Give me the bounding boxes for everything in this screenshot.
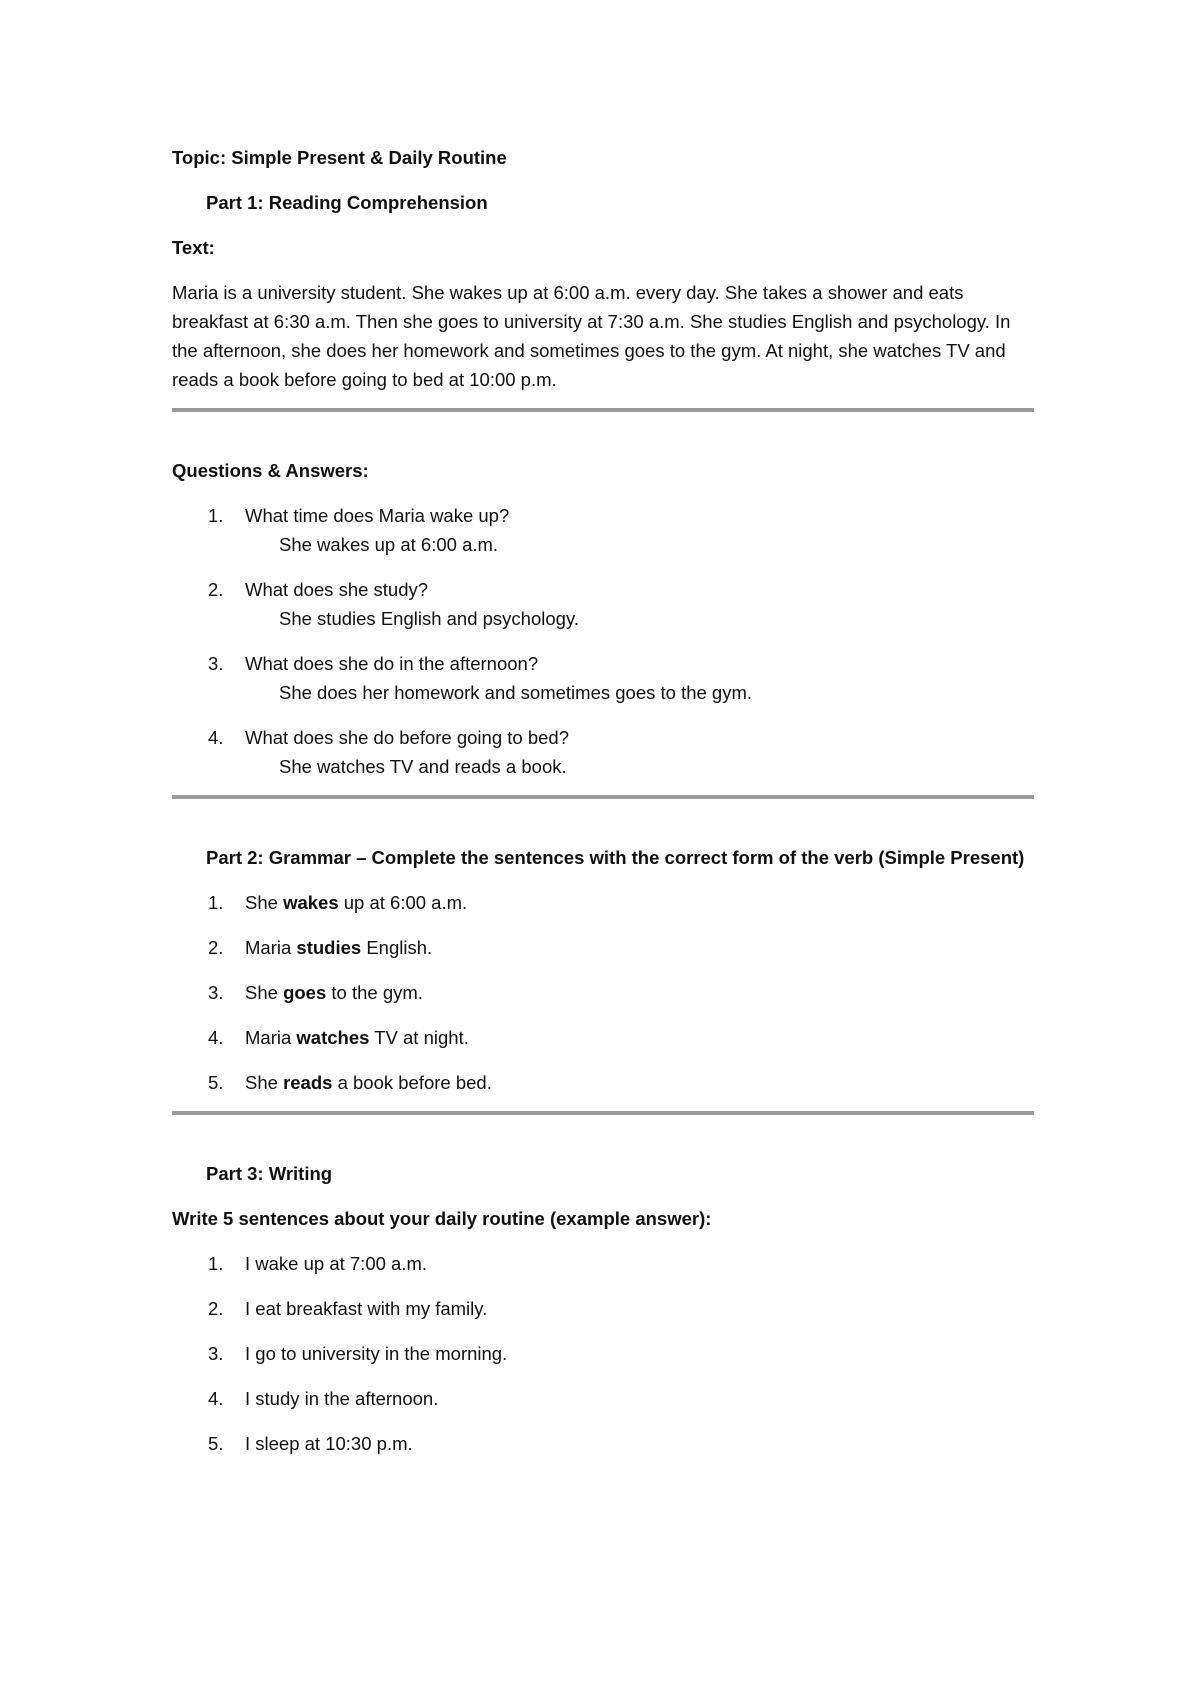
part3-title: Part 3: Writing bbox=[206, 1163, 333, 1184]
writing-item bbox=[172, 1249, 1034, 1278]
list-number: 1. bbox=[208, 892, 224, 913]
section-divider bbox=[172, 795, 1034, 799]
verb-answer: watches bbox=[296, 1027, 370, 1048]
grammar-item bbox=[172, 888, 1034, 917]
grammar-item bbox=[172, 978, 1034, 1007]
sentence-end: TV at night. bbox=[369, 1027, 469, 1048]
topic-heading: Topic: Simple Present & Daily Routine bbox=[172, 147, 507, 168]
list-number: 4. bbox=[208, 1388, 224, 1409]
sentence-start: Maria bbox=[245, 937, 297, 958]
writing-sentence: I go to university in the morning. bbox=[245, 1343, 508, 1364]
list-number: 2. bbox=[208, 1298, 224, 1319]
list-number: 5. bbox=[208, 1433, 224, 1454]
verb-answer: studies bbox=[296, 937, 362, 958]
list-number: 1. bbox=[208, 1253, 224, 1274]
writing-sentence: I wake up at 7:00 a.m. bbox=[245, 1253, 428, 1274]
document-content bbox=[172, 143, 1034, 1474]
answer-text: She wakes up at 6:00 a.m. bbox=[279, 534, 499, 555]
writing-instruction: Write 5 sentences about your daily routine (example answer): bbox=[172, 1208, 712, 1229]
writing-sentence: I sleep at 10:30 p.m. bbox=[245, 1433, 413, 1454]
grammar-item bbox=[172, 1023, 1034, 1052]
list-number: 4. bbox=[208, 1027, 224, 1048]
qa-item bbox=[172, 723, 1034, 781]
reading-paragraph: Maria is a university student. She wakes up at 6:00 a.m. every day. She takes a shower and eats breakfast at 6:30 a.m. Then she goes to university at 7:30 a.m. She studies English and psychology. In the afternoon, she does her homework and sometimes goes to the gym. At night, she watches TV and reads a book before going to bed at 10:00 p.m. bbox=[172, 282, 1011, 390]
list-number: 3. bbox=[208, 982, 224, 1003]
list-number: 2. bbox=[208, 579, 224, 600]
answer-text: She studies English and psychology. bbox=[279, 608, 579, 629]
grammar-item bbox=[172, 1068, 1034, 1097]
verb-answer: wakes bbox=[283, 892, 339, 913]
sentence-start: She bbox=[245, 892, 284, 913]
grammar-item bbox=[172, 933, 1034, 962]
writing-sentence: I eat breakfast with my family. bbox=[245, 1298, 488, 1319]
sentence-end: to the gym. bbox=[326, 982, 423, 1003]
answer-text: She does her homework and sometimes goes to the gym. bbox=[279, 682, 753, 703]
qa-item bbox=[172, 649, 1034, 707]
writing-sentence: I study in the afternoon. bbox=[245, 1388, 439, 1409]
sentence-start: She bbox=[245, 982, 284, 1003]
text-label: Text: bbox=[172, 237, 215, 258]
answer-text: She watches TV and reads a book. bbox=[279, 756, 567, 777]
question-text: What does she do before going to bed? bbox=[245, 727, 569, 748]
question-text: What does she study? bbox=[245, 579, 429, 600]
grammar-list bbox=[172, 888, 1034, 1097]
qa-list bbox=[172, 501, 1034, 781]
list-number: 1. bbox=[208, 505, 224, 526]
list-number: 2. bbox=[208, 937, 224, 958]
list-number: 3. bbox=[208, 653, 224, 674]
writing-item bbox=[172, 1294, 1034, 1323]
section-divider bbox=[172, 408, 1034, 412]
writing-item bbox=[172, 1429, 1034, 1458]
writing-list bbox=[172, 1249, 1034, 1458]
section-divider bbox=[172, 1111, 1034, 1115]
qa-label: Questions & Answers: bbox=[172, 460, 369, 481]
list-number: 5. bbox=[208, 1072, 224, 1093]
question-text: What time does Maria wake up? bbox=[245, 505, 510, 526]
part1-title: Part 1: Reading Comprehension bbox=[206, 192, 488, 213]
sentence-start: Maria bbox=[245, 1027, 297, 1048]
sentence-end: a book before bed. bbox=[332, 1072, 492, 1093]
sentence-start: She bbox=[245, 1072, 284, 1093]
verb-answer: reads bbox=[283, 1072, 333, 1093]
part2-title: Part 2: Grammar – Complete the sentences with the correct form of the verb (Simple Present) bbox=[206, 847, 1025, 868]
question-text: What does she do in the afternoon? bbox=[245, 653, 539, 674]
writing-item bbox=[172, 1384, 1034, 1413]
qa-item bbox=[172, 501, 1034, 559]
sentence-end: English. bbox=[361, 937, 433, 958]
list-number: 4. bbox=[208, 727, 224, 748]
sentence-end: up at 6:00 a.m. bbox=[338, 892, 468, 913]
verb-answer: goes bbox=[283, 982, 327, 1003]
writing-item bbox=[172, 1339, 1034, 1368]
list-number: 3. bbox=[208, 1343, 224, 1364]
qa-item bbox=[172, 575, 1034, 633]
